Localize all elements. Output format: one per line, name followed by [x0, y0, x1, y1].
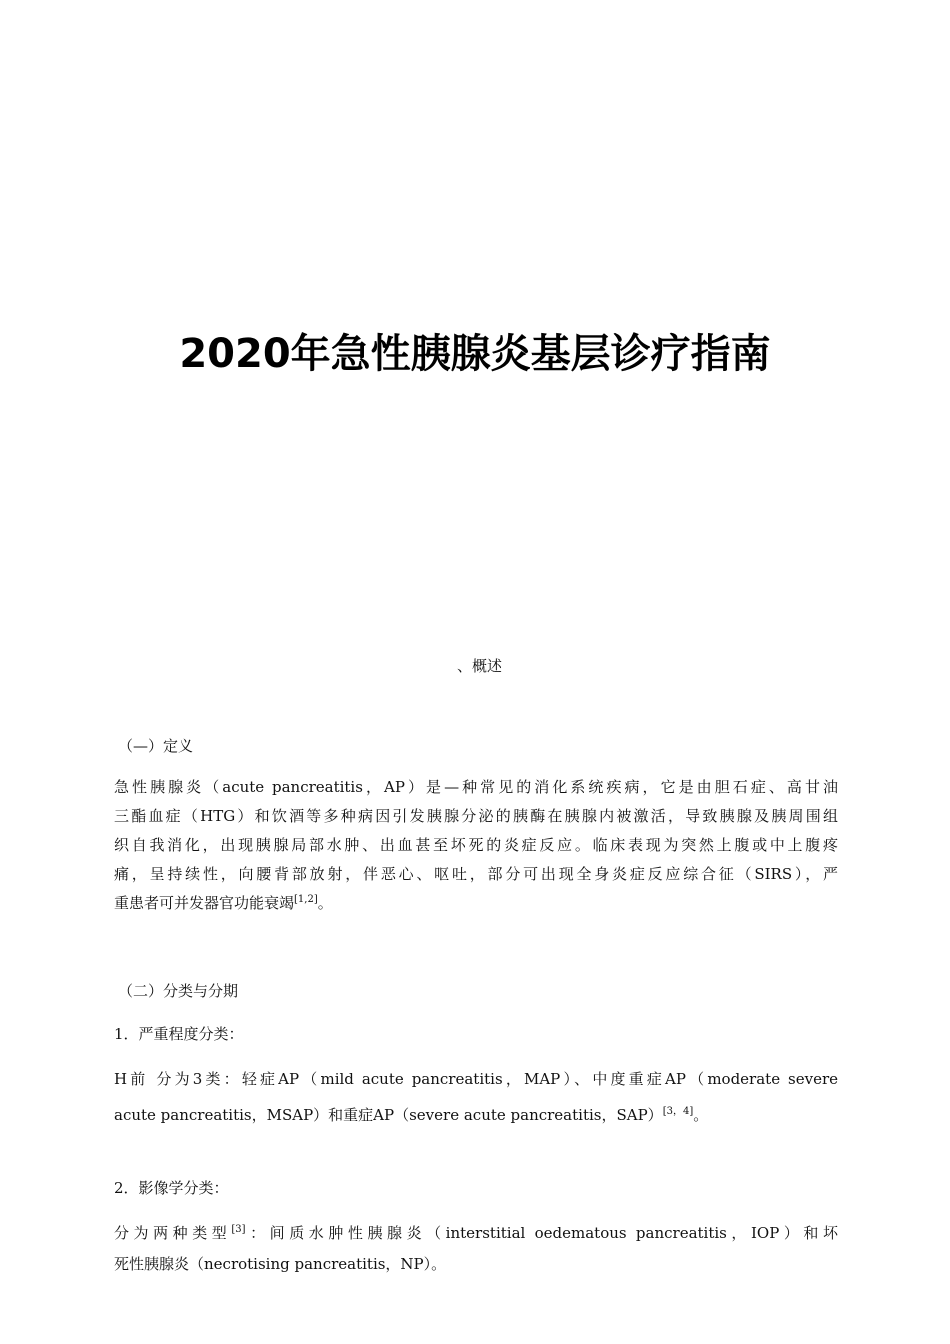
- imaging-heading: 2．影像学分类：: [114, 1179, 229, 1197]
- subsection-heading-definition: （—）定义: [118, 737, 194, 755]
- section-heading-overview: 、概述: [457, 657, 503, 675]
- citation-ref: [3，4]: [662, 1106, 694, 1117]
- severity-last-tail: 。: [693, 1106, 709, 1124]
- severity-heading: 1．严重程度分类：: [114, 1025, 244, 1043]
- severity-line: H前 分为3类：轻症AP（mild acute pancreatitis，MAP）、中度重症AP（moderate severe: [114, 1070, 838, 1088]
- definition-last-text: 重患者可并发器官功能衰竭: [114, 894, 295, 912]
- definition-line: 痛，呈持续性，向腰背部放射，伴恶心、呕吐，部分可出现全身炎症反应综合征（SIRS），严: [114, 865, 838, 883]
- imaging-line-pre: 分为两种类型: [114, 1224, 232, 1242]
- citation-ref: [1,2]: [294, 894, 318, 905]
- document-title: 2020年急性胰腺炎基层诊疗指南: [179, 331, 771, 377]
- definition-paragraph: [114, 773, 838, 918]
- definition-last-tail: 。: [317, 894, 333, 912]
- severity-line-last: [114, 1097, 838, 1133]
- subsection-heading-classification: （二）分类与分期: [118, 982, 239, 1000]
- imaging-line-post: ：间质水肿性胰腺炎（interstitial oedematous pancreatitis，IOP）和坏: [245, 1224, 838, 1242]
- imaging-line: [114, 1218, 838, 1249]
- imaging-paragraph: [114, 1218, 838, 1280]
- definition-line: 三酯血症（HTG）和饮酒等多种病因引发胰腺分泌的胰酶在胰腺内被激活，导致胰腺及胰周围组: [114, 807, 838, 825]
- definition-line: 急性胰腺炎（acute pancreatitis，AP）是—种常见的消化系统疾病，它是由胆石症、高甘油: [114, 778, 838, 796]
- definition-line-last: [114, 889, 838, 918]
- severity-paragraph: [114, 1061, 838, 1133]
- severity-last-text: acute pancreatitis，MSAP）和重症AP（severe acute pancreatitis，SAP）: [114, 1106, 663, 1124]
- citation-ref: [3]: [231, 1224, 246, 1235]
- definition-line: 织自我消化，出现胰腺局部水肿、出血甚至坏死的炎症反应。临床表现为突然上腹或中上腹疼: [114, 836, 838, 854]
- imaging-line-last: 死性胰腺炎（necrotising pancreatitis，NP）。: [114, 1255, 447, 1273]
